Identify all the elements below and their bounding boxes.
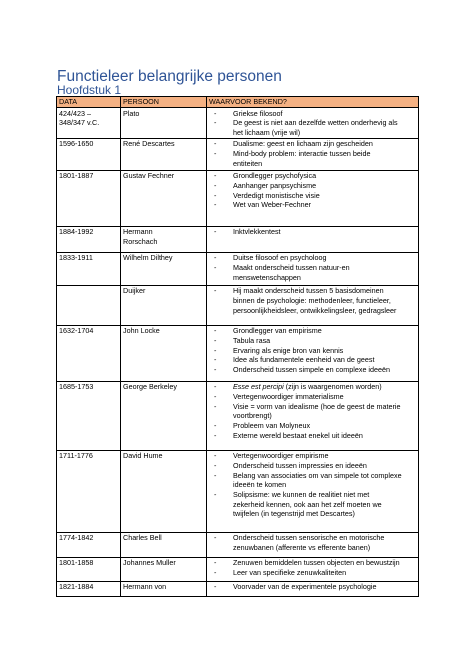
known-for-list xyxy=(209,139,416,168)
known-for-list xyxy=(209,582,416,592)
list-item xyxy=(209,139,416,149)
person-name: Hermann xyxy=(123,227,153,237)
list-item xyxy=(209,200,416,210)
list-item-line: entiteiten xyxy=(233,158,263,168)
list-item xyxy=(209,336,416,346)
known-for-cell xyxy=(207,532,419,557)
date-text: 1801-1887 xyxy=(59,171,94,181)
list-item-line: ideeën te komen xyxy=(233,480,287,490)
column-header-waarvoor-bekend: WAARVOOR BEKEND? xyxy=(207,97,419,108)
list-item xyxy=(209,402,416,421)
list-item-line: zekerheid kennen, ook aan het zelf moeten we xyxy=(233,499,382,509)
date-text: 1711-1776 xyxy=(59,451,93,461)
list-item xyxy=(209,326,416,336)
person-name: David Hume xyxy=(123,451,163,461)
list-item-line: - Externe wereld bestaat enekel uit ideeën xyxy=(233,430,363,440)
person-cell xyxy=(121,252,207,285)
list-item-line: het lichaam (vrije wil) xyxy=(233,127,301,137)
person-cell xyxy=(121,581,207,596)
date-cell xyxy=(57,138,121,170)
table-row xyxy=(57,450,419,532)
person-name: Duijker xyxy=(123,286,146,296)
person-name: Wilhelm Dilthey xyxy=(123,253,173,263)
known-for-cell xyxy=(207,108,419,139)
date-cell xyxy=(57,325,121,381)
known-for-list xyxy=(209,227,416,237)
list-item xyxy=(209,171,416,181)
list-item-line: - Ervaring als enige bron van kennis xyxy=(233,345,344,355)
date-cell xyxy=(57,557,121,581)
list-item-line: - Vertegenwoordiger immaterialisme xyxy=(233,391,344,401)
chapter-heading: Hoofdstuk 1 xyxy=(57,83,122,97)
date-text: 1596-1650 xyxy=(59,139,94,149)
date-text: 348/347 v.C. xyxy=(59,118,100,128)
date-cell xyxy=(57,450,121,532)
list-item-line: - Wet van Weber-Fechner xyxy=(233,200,312,210)
list-item xyxy=(209,227,416,237)
table-row xyxy=(57,532,419,557)
date-text: 1821-1884 xyxy=(59,582,94,592)
person-cell xyxy=(121,108,207,139)
table-row xyxy=(57,325,419,381)
person-name: Gustav Fechner xyxy=(123,171,175,181)
list-item-line: persoonlijkheidsleer, ontwikkelingsleer, gedragsleer xyxy=(233,305,397,315)
list-item xyxy=(209,365,416,375)
list-item xyxy=(209,253,416,263)
person-cell xyxy=(121,381,207,450)
date-cell xyxy=(57,532,121,557)
column-header-data: DATA xyxy=(57,97,121,108)
list-item-line: - Grondlegger psychofysica xyxy=(233,171,317,181)
list-item xyxy=(209,490,416,519)
table-row xyxy=(57,108,419,139)
list-item-line: zenuwbanen (afferente vs efferente banen) xyxy=(233,542,371,552)
list-item xyxy=(209,431,416,441)
list-item-line: - Griekse filosoof xyxy=(233,108,283,118)
person-cell xyxy=(121,325,207,381)
list-item xyxy=(209,149,416,168)
list-item-line: - Onderscheid tussen impressies en ideeën xyxy=(233,460,367,470)
known-for-cell xyxy=(207,170,419,226)
list-item xyxy=(209,421,416,431)
date-cell xyxy=(57,381,121,450)
person-name: John Locke xyxy=(123,326,160,336)
list-item-line: - Mind-body problem: interactie tussen beide xyxy=(233,148,371,158)
known-for-cell xyxy=(207,138,419,170)
list-item-line: twijfelen (in tegenstrijd met Descartes) xyxy=(233,509,355,519)
known-for-cell xyxy=(207,285,419,325)
list-item-line: - Maakt onderscheid tussen natuur-en xyxy=(233,262,350,272)
list-item xyxy=(209,109,416,119)
date-cell xyxy=(57,108,121,139)
person-name: Charles Bell xyxy=(123,533,162,543)
person-cell xyxy=(121,138,207,170)
list-item-line: - Dualisme: geest en lichaam zijn gescheiden xyxy=(233,139,373,149)
column-header-persoon: PERSOON xyxy=(121,97,207,108)
date-cell xyxy=(57,170,121,226)
list-item xyxy=(209,118,416,137)
list-item-line: - Hij maakt onderscheid tussen 5 basisdomeinen xyxy=(233,286,384,296)
known-for-cell xyxy=(207,252,419,285)
known-for-cell xyxy=(207,557,419,581)
list-item xyxy=(209,286,416,315)
list-item-line: - Vertegenwoordiger empirisme xyxy=(233,451,329,461)
date-cell xyxy=(57,285,121,325)
person-cell xyxy=(121,557,207,581)
table-row xyxy=(57,170,419,226)
person-name: Hermann von xyxy=(123,582,167,592)
date-text: 1774-1842 xyxy=(59,533,94,543)
known-for-list xyxy=(209,171,416,210)
table-row xyxy=(57,285,419,325)
list-item-line: menswetenschappen xyxy=(233,272,301,282)
list-item-line: - Visie = vorm van idealisme (hoe de geest de materie xyxy=(233,401,401,411)
date-text: 424/423 – xyxy=(59,108,91,118)
known-for-cell xyxy=(207,226,419,252)
date-text: 1685-1753 xyxy=(59,382,94,392)
list-item-line: - Idee als fundamentele eenheid van de geest xyxy=(233,355,375,365)
known-for-cell xyxy=(207,450,419,532)
list-item-line: - Duitse filosoof en psycholoog xyxy=(233,253,327,263)
table-row xyxy=(57,557,419,581)
list-item-line: - Voorvader van de experimentele psychologie xyxy=(233,582,377,592)
latin-phrase: Esse est percipi xyxy=(233,382,284,392)
known-for-list xyxy=(209,558,416,577)
date-cell xyxy=(57,226,121,252)
list-item-line: - Esse est percipi (zijn is waargenomen worden) xyxy=(233,382,382,392)
person-cell xyxy=(121,170,207,226)
list-item xyxy=(209,461,416,471)
known-for-list xyxy=(209,382,416,440)
date-text: 1801-1858 xyxy=(59,558,94,568)
list-item-line: - Verdedigt monistische visie xyxy=(233,190,320,200)
list-item-line: binnen de psychologie: methodenleer, functieleer, xyxy=(233,295,391,305)
person-name: Rorschach xyxy=(123,236,158,246)
list-item-line: - Solipsisme: we kunnen de realitiet niet met xyxy=(233,489,370,499)
known-for-list xyxy=(209,533,416,552)
list-item xyxy=(209,533,416,552)
known-for-list xyxy=(209,326,416,375)
persons-table xyxy=(56,96,419,597)
table-header-row xyxy=(57,97,419,108)
person-name: Johannes Muller xyxy=(123,558,176,568)
person-name: Plato xyxy=(123,108,140,118)
list-item-line: - Probleem van Molyneux xyxy=(233,420,311,430)
page-title: Functieleer belangrijke personen xyxy=(57,68,282,85)
list-item xyxy=(209,263,416,282)
list-item-line: - Inktvlekkentest xyxy=(233,227,281,237)
date-text: 1833-1911 xyxy=(59,253,93,263)
person-cell xyxy=(121,450,207,532)
date-cell xyxy=(57,252,121,285)
person-cell xyxy=(121,532,207,557)
person-cell xyxy=(121,285,207,325)
list-item-line: - Belang van associaties om van simpele tot complexe xyxy=(233,470,402,480)
list-item xyxy=(209,346,416,356)
list-item-line: - Onderscheid tussen simpele en complexe ideeën xyxy=(233,364,391,374)
known-for-list xyxy=(209,109,416,138)
known-for-list xyxy=(209,286,416,315)
list-item-line: - Grondlegger van empirisme xyxy=(233,326,322,336)
list-item xyxy=(209,582,416,592)
list-item-line: voortbrengt) xyxy=(233,411,272,421)
known-for-list xyxy=(209,253,416,282)
list-item-line: - Leer van specifieke zenuwkaliteiten xyxy=(233,567,347,577)
list-item-line: - De geest is niet aan dezelfde wetten onderhevig als xyxy=(233,118,398,128)
table-row xyxy=(57,138,419,170)
known-for-cell xyxy=(207,581,419,596)
known-for-cell xyxy=(207,381,419,450)
person-name: René Descartes xyxy=(123,139,175,149)
list-item-line: - Onderscheid tussen sensorische en motorische xyxy=(233,533,385,543)
table-row xyxy=(57,381,419,450)
list-item xyxy=(209,392,416,402)
list-item xyxy=(209,471,416,490)
list-item xyxy=(209,181,416,191)
person-name: George Berkeley xyxy=(123,382,177,392)
known-for-cell xyxy=(207,325,419,381)
date-text: 1632-1704 xyxy=(59,326,94,336)
list-item-line: - Tabula rasa xyxy=(233,335,271,345)
table-row xyxy=(57,252,419,285)
list-item xyxy=(209,382,416,392)
date-cell xyxy=(57,581,121,596)
list-item xyxy=(209,355,416,365)
list-item xyxy=(209,191,416,201)
list-item-line: - Aanhanger panpsychisme xyxy=(233,180,317,190)
person-cell xyxy=(121,226,207,252)
list-item xyxy=(209,558,416,568)
known-for-list xyxy=(209,451,416,519)
table-row xyxy=(57,581,419,596)
date-text: 1884-1992 xyxy=(59,227,94,237)
list-item xyxy=(209,568,416,578)
list-item xyxy=(209,451,416,461)
table-row xyxy=(57,226,419,252)
list-item-line: - Zenuwen bemiddelen tussen objecten en bewustzijn xyxy=(233,558,400,568)
